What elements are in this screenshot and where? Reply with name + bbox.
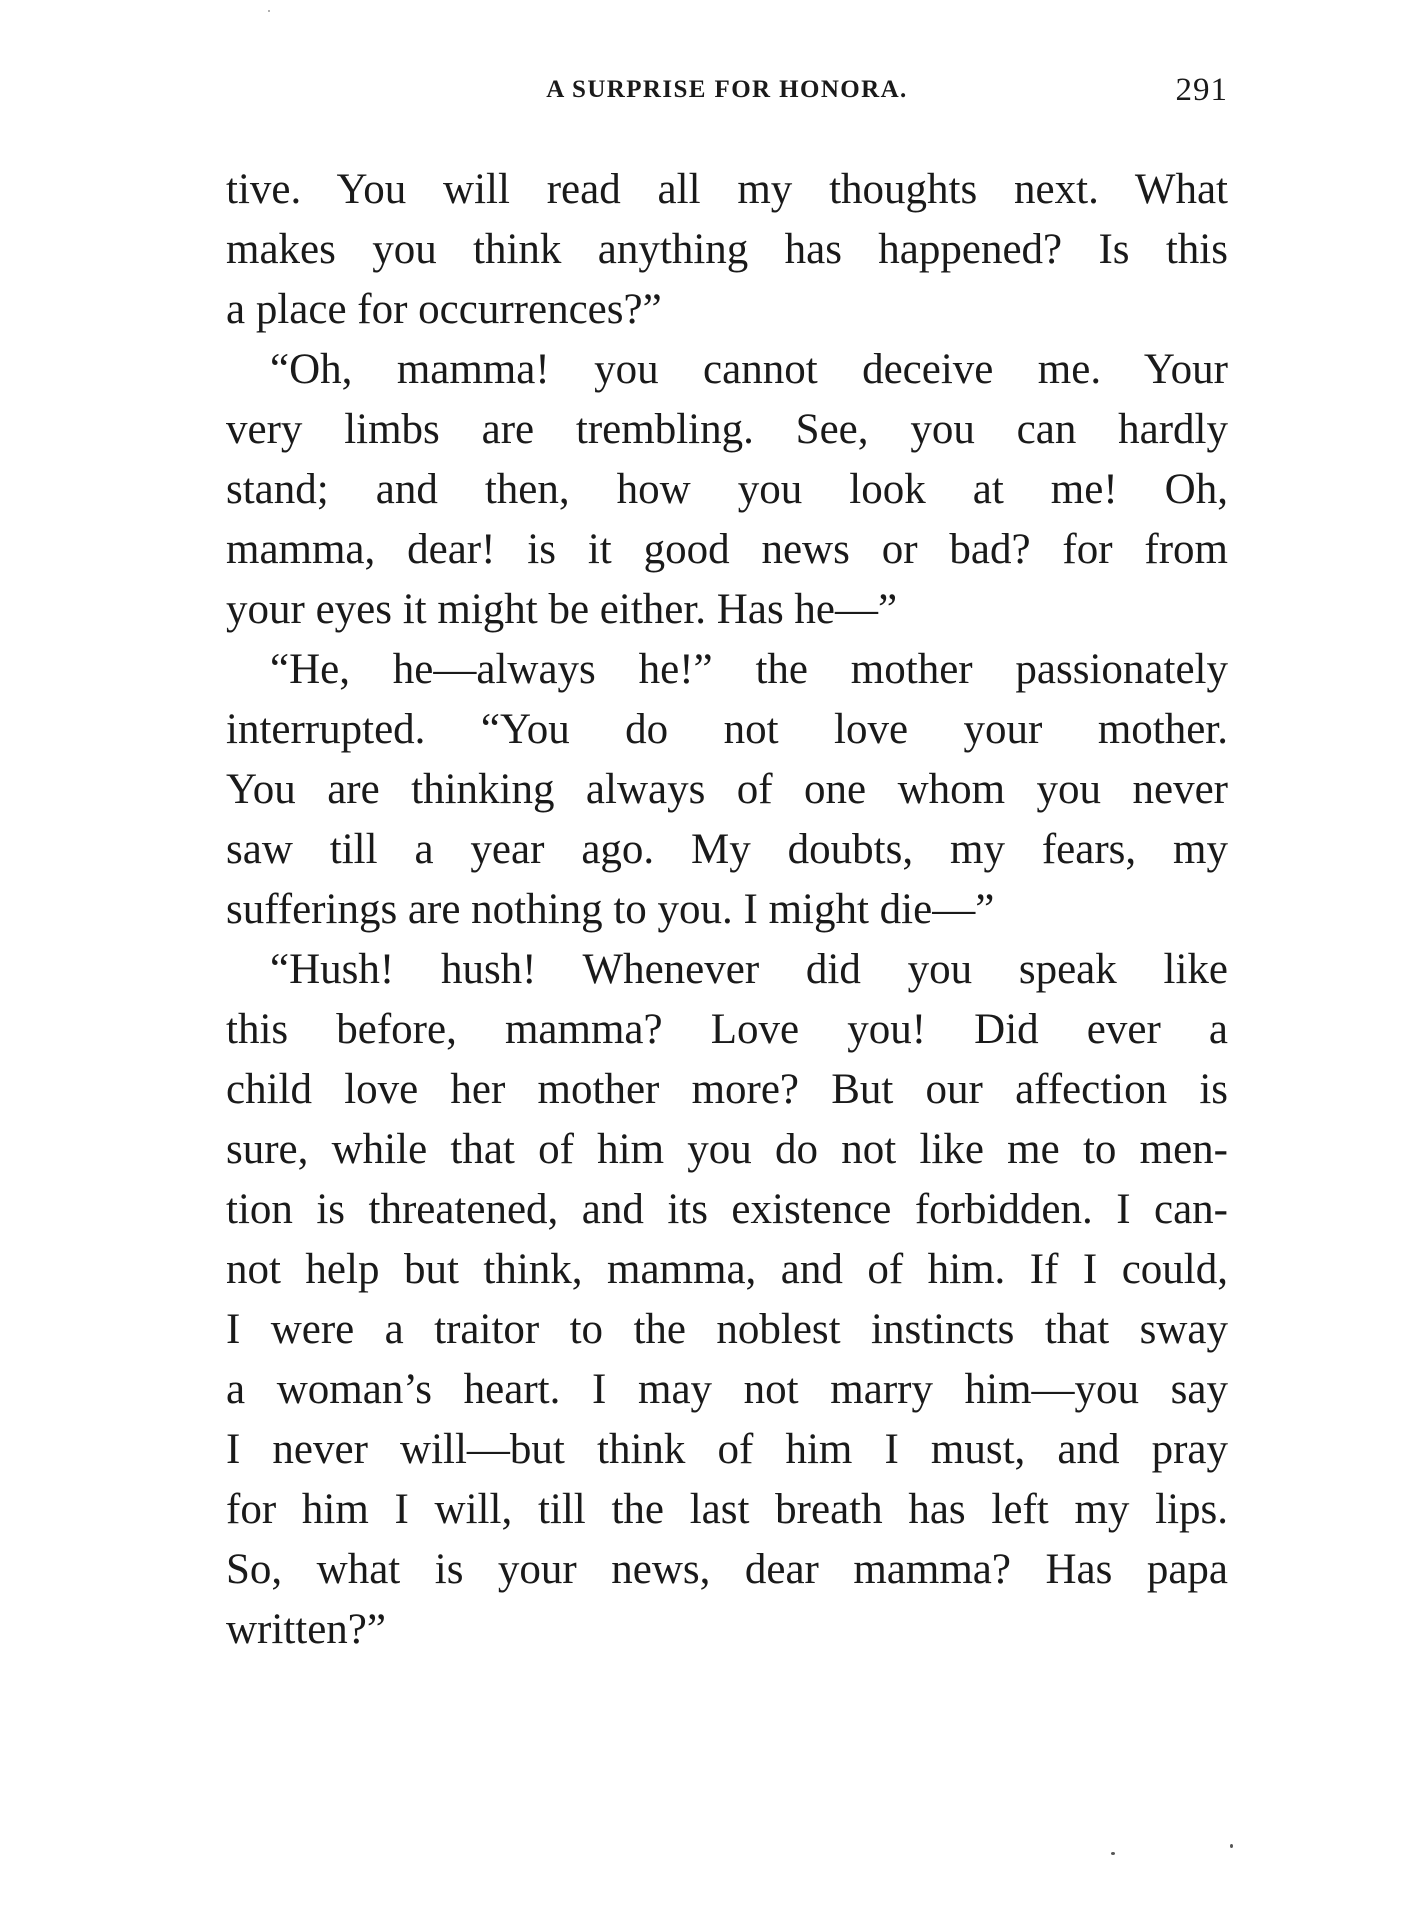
text-line: a woman’s heart. I may not marry him—you say	[226, 1366, 1228, 1413]
text-line: tion is threatened, and its existence forbidden. I can-	[226, 1186, 1228, 1233]
body-text	[226, 160, 1228, 1660]
running-head	[226, 72, 1228, 122]
text-line: mamma, dear! is it good news or bad? for from	[226, 526, 1228, 573]
running-title: A SURPRISE FOR HONORA.	[546, 76, 908, 103]
text-line: I were a traitor to the noblest instincts that sway	[226, 1306, 1228, 1353]
text-line: child love her mother more? But our affection is	[226, 1066, 1228, 1113]
text-line: very limbs are trembling. See, you can hardly	[226, 406, 1228, 453]
text-line: a place for occurrences?”	[226, 286, 662, 333]
text-line: written?”	[226, 1606, 386, 1653]
text-line: So, what is your news, dear mamma? Has papa	[226, 1546, 1228, 1593]
paragraph-first-line: “Oh, mamma! you cannot deceive me. Your	[270, 346, 1228, 393]
text-line: stand; and then, how you look at me! Oh,	[226, 466, 1228, 513]
text-line: sufferings are nothing to you. I might die—”	[226, 886, 995, 933]
scan-speck	[1111, 1852, 1115, 1855]
text-line: this before, mamma? Love you! Did ever a	[226, 1006, 1228, 1053]
page-number: 291	[1175, 72, 1228, 108]
text-line: sure, while that of him you do not like me to men-	[226, 1126, 1228, 1173]
text-line: makes you think anything has happened? Is this	[226, 226, 1228, 273]
paragraph-first-line: “He, he—always he!” the mother passionately	[270, 646, 1228, 693]
text-line: I never will—but think of him I must, and pray	[226, 1426, 1228, 1473]
text-line: saw till a year ago. My doubts, my fears, my	[226, 826, 1228, 873]
text-line: You are thinking always of one whom you never	[226, 766, 1228, 813]
scan-speck	[268, 10, 270, 12]
text-line: for him I will, till the last breath has left my lips.	[226, 1486, 1228, 1533]
text-line: not help but think, mamma, and of him. If I could,	[226, 1246, 1228, 1293]
paragraph-first-line: “Hush! hush! Whenever did you speak like	[270, 946, 1228, 993]
text-line: interrupted. “You do not love your mother.	[226, 706, 1228, 753]
text-line: your eyes it might be either. Has he—”	[226, 586, 898, 633]
text-line: tive. You will read all my thoughts next. What	[226, 166, 1228, 213]
scan-speck	[1230, 1844, 1233, 1848]
